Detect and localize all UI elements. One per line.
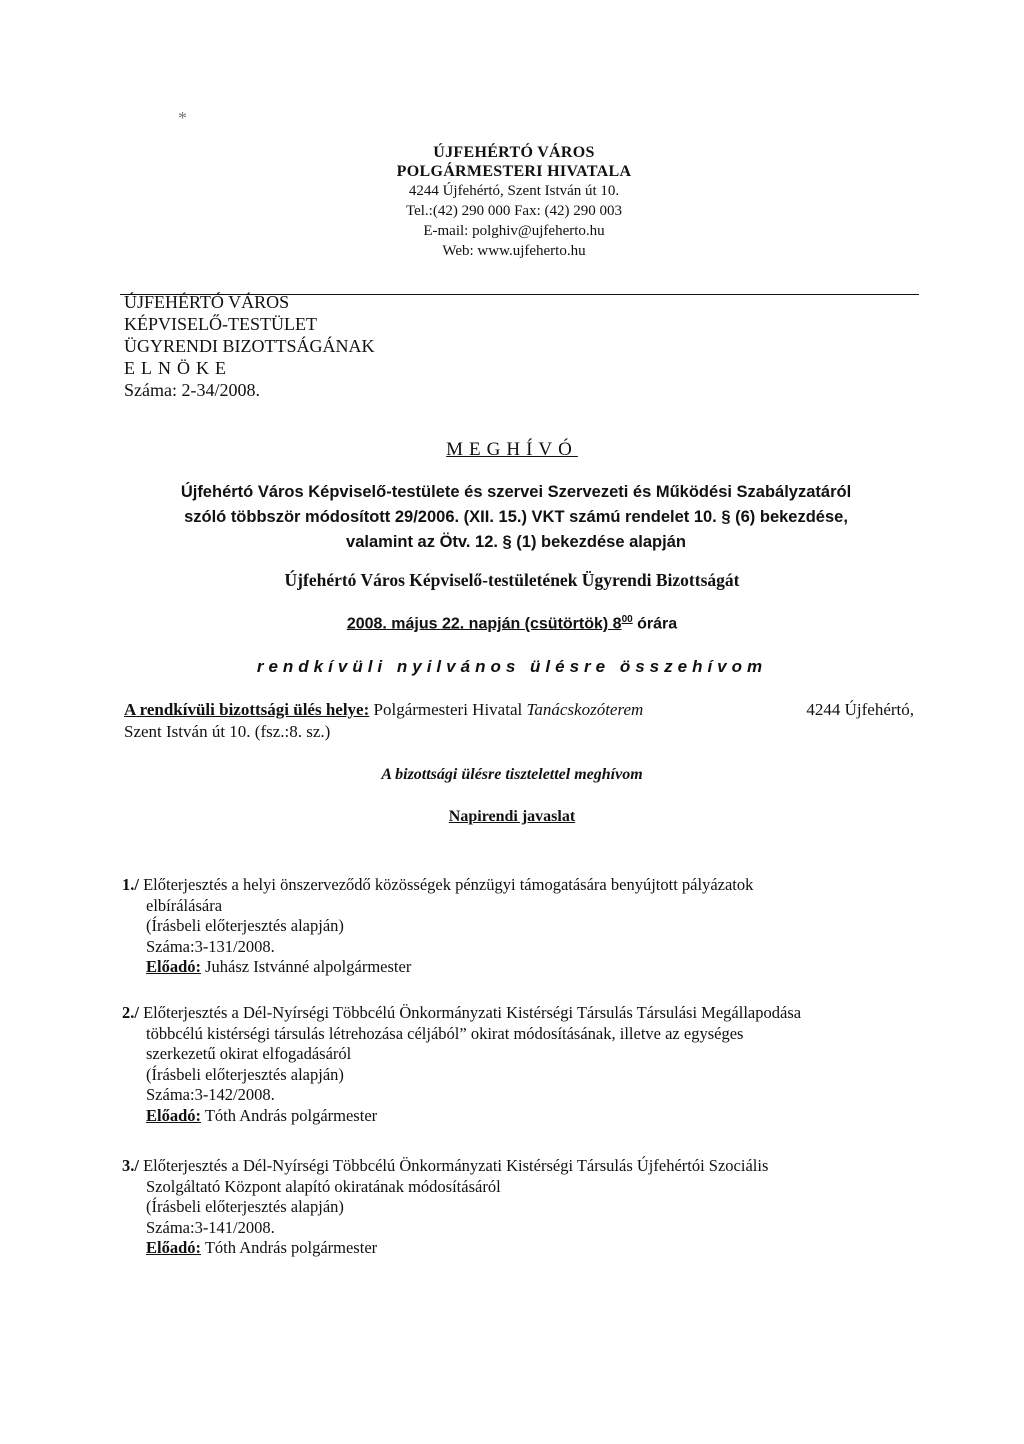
meeting-date-text: 2008. május 22. napján (csütörtök) 8 xyxy=(346,615,622,633)
agenda-item-title: Előterjesztés a Dél-Nyírségi Többcélú Önkormányzati Kistérségi Társulás Társulási Megállapodása xyxy=(138,1003,802,1022)
meeting-date-suffix: órára xyxy=(632,615,678,633)
letterhead-office: POLGÁRMESTERI HIVATALA xyxy=(396,163,632,180)
agenda-item-line: szerkezetű okirat elfogadásáról xyxy=(146,1044,352,1063)
agenda-item-line: Száma:3-142/2008. xyxy=(146,1085,275,1104)
agenda-title: Napirendi javaslat xyxy=(448,808,576,825)
letterhead-email: E-mail: polghiv@ujfeherto.hu xyxy=(423,223,605,239)
sender-city: ÚJFEHÉRTÓ VÁROS xyxy=(124,292,290,312)
agenda-item-line: elbírálására xyxy=(146,895,223,915)
agenda-item-line: Száma:3-141/2008. xyxy=(146,1217,275,1237)
agenda-item-line: Szolgáltató Központ alapító okiratának módosításáról xyxy=(146,1176,501,1196)
agenda-item-line: többcélú kistérségi társulás létrehozása céljából” okirat módosításának, illetve az egységes xyxy=(146,1023,744,1043)
agenda-item xyxy=(122,1156,912,1259)
agenda-item xyxy=(122,1003,912,1126)
legal-basis-line: szóló többször módosított 29/2006. (XII. 15.) VKT számú rendelet 10. § (6) bekezdése, xyxy=(184,508,848,526)
sender-role: ELNÖKE xyxy=(124,358,232,378)
venue-place: Polgármesteri Hivatal xyxy=(369,700,527,719)
venue-address: Szent István út 10. (fsz.:8. sz.) xyxy=(124,722,331,741)
venue xyxy=(124,699,914,743)
presenter-name: Tóth András polgármester xyxy=(201,1238,378,1257)
invitation-line: A bizottsági ülésre tisztelettel meghívom xyxy=(381,766,643,783)
presenter-name: Tóth András polgármester xyxy=(201,1105,378,1125)
venue-label: A rendkívüli bizottsági ülés helye: xyxy=(124,700,370,719)
sender-block xyxy=(124,291,374,401)
agenda-item-number: 2./ xyxy=(122,1003,139,1022)
legal-basis-line: valamint az Ötv. 12. § (1) bekezdése alapján xyxy=(346,533,686,551)
letterhead-address: 4244 Újfehértó, Szent István út 10. xyxy=(408,183,620,199)
letterhead-city: ÚJFEHÉRTÓ VÁROS xyxy=(433,144,595,161)
letterhead xyxy=(374,143,654,261)
agenda-item-line: (Írásbeli előterjesztés alapján) xyxy=(146,1197,344,1216)
agenda-item-line: (Írásbeli előterjesztés alapján) xyxy=(146,1064,344,1084)
sender-committee: ÜGYRENDI BIZOTTSÁGÁNAK xyxy=(124,336,375,356)
presenter-label: Előadó: xyxy=(146,957,202,976)
letterhead-web: Web: www.ujfeherto.hu xyxy=(442,243,586,259)
presenter-label: Előadó: xyxy=(146,1238,202,1257)
legal-basis-line: Újfehértó Város Képviselő-testülete és szervei Szervezeti és Működési Szabályzatáról xyxy=(180,483,852,501)
agenda-item-number: 3./ xyxy=(122,1156,139,1175)
agenda-item-line: Száma:3-131/2008. xyxy=(146,936,275,956)
venue-room: Tanácskozóterem xyxy=(526,700,644,719)
letterhead-phone: Tel.:(42) 290 000 Fax: (42) 290 003 xyxy=(405,203,622,219)
agenda-item-number: 1./ xyxy=(122,875,139,894)
committee-name: Újfehértó Város Képviselő-testületének Ügyrendi Bizottságát xyxy=(284,570,740,590)
presenter-name: Juhász Istvánné alpolgármester xyxy=(201,957,412,976)
meeting-date xyxy=(0,614,1024,633)
summon-text: rendkívüli nyilvános ülésre összehívom xyxy=(256,657,768,676)
reference-number: Száma: 2-34/2008. xyxy=(124,380,260,400)
presenter-label: Előadó: xyxy=(146,1105,202,1125)
sender-body: KÉPVISELŐ-TESTÜLET xyxy=(124,314,317,334)
meeting-time-minutes: 00 xyxy=(621,614,633,625)
legal-basis xyxy=(126,480,906,555)
document-title: MEGHÍVÓ xyxy=(446,439,578,460)
agenda-item-line: (Írásbeli előterjesztés alapján) xyxy=(146,916,344,935)
agenda-item-title: Előterjesztés a Dél-Nyírségi Többcélú Önkormányzati Kistérségi Társulás Újfehértói Szociális xyxy=(138,1156,769,1175)
agenda-item-title: Előterjesztés a helyi önszerveződő közösségek pénzügyi támogatására benyújtott pályázatok xyxy=(138,875,754,894)
scan-mark: * xyxy=(178,108,187,128)
venue-city: 4244 Újfehértó, xyxy=(806,700,914,719)
agenda-item xyxy=(122,875,912,978)
